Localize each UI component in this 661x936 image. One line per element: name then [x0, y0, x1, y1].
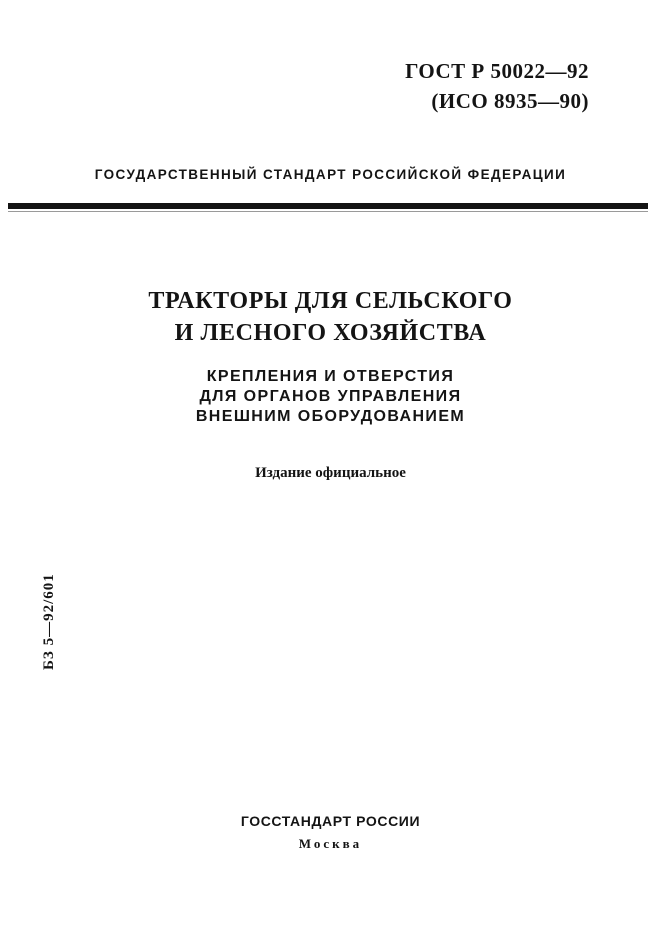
side-catalog-code: БЗ 5—92/601 — [41, 573, 57, 670]
subtitle-line-1: КРЕПЛЕНИЯ И ОТВЕРСТИЯ — [206, 368, 455, 385]
title-line-2: И ЛЕСНОГО ХОЗЯЙСТВА — [174, 320, 487, 346]
header-rule-thick — [8, 203, 648, 209]
header-rule-thin — [8, 211, 648, 212]
document-title — [0, 285, 661, 349]
edition-label: Издание официальное — [255, 465, 406, 481]
document-subtitle — [0, 367, 661, 427]
standard-header: ГОСУДАРСТВЕННЫЙ СТАНДАРТ РОССИЙСКОЙ ФЕДЕРАЦИИ — [94, 167, 567, 182]
publisher-name: ГОССТАНДАРТ РОССИИ — [240, 813, 421, 829]
subtitle-line-2: ДЛЯ ОРГАНОВ УПРАВЛЕНИЯ — [199, 388, 462, 405]
subtitle-line-3: ВНЕШНИМ ОБОРУДОВАНИЕМ — [195, 408, 466, 425]
publisher-city: Москва — [298, 836, 363, 851]
iso-number: (ИСО 8935—90) — [431, 89, 589, 113]
standard-designation — [405, 56, 589, 116]
gost-number: ГОСТ Р 50022—92 — [405, 59, 589, 83]
title-line-1: ТРАКТОРЫ ДЛЯ СЕЛЬСКОГО — [148, 288, 513, 314]
